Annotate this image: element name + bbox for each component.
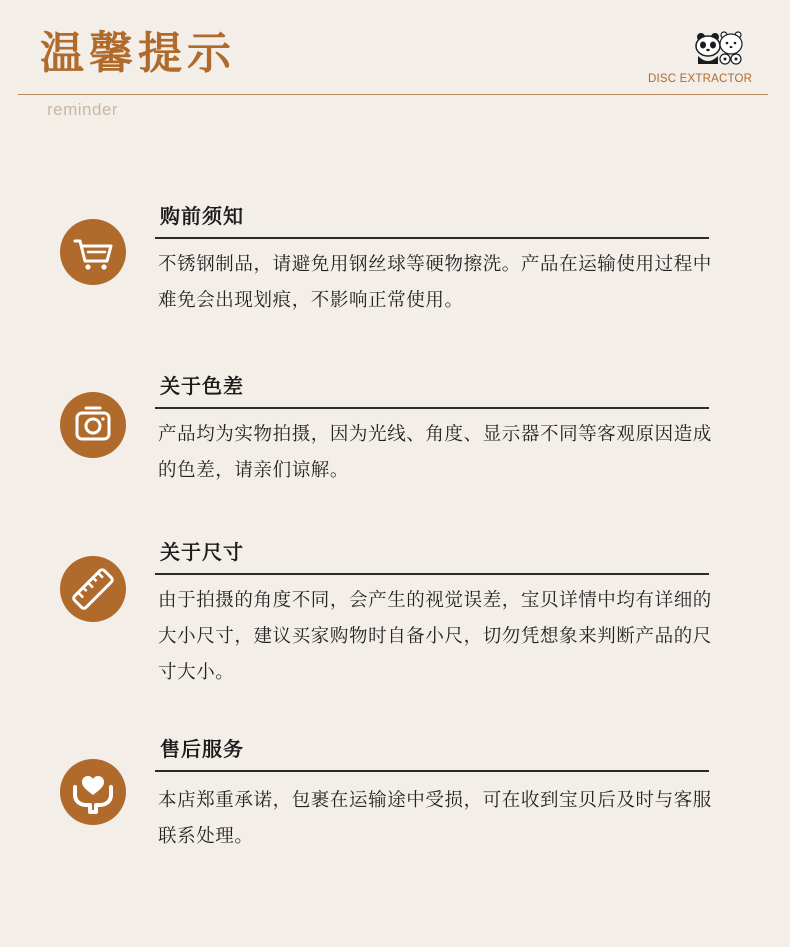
header-divider <box>18 94 768 95</box>
section-divider <box>155 237 709 239</box>
section-title: 售后服务 <box>160 737 244 761</box>
shopping-cart-icon <box>60 219 126 285</box>
section-divider <box>155 573 709 575</box>
brand-name: DISC EXTRACTOR <box>648 73 753 85</box>
heart-hand-icon <box>60 759 126 825</box>
section-body: 由于拍摄的角度不同，会产生的视觉误差，宝贝详情中均有详细的大小尺寸，建议买家购物时自备小尺，切勿凭想象来判断产品的尺寸大小。 <box>158 590 712 683</box>
section-title: 关于色差 <box>160 374 244 398</box>
panda-logo-icon <box>692 30 744 66</box>
ruler-icon <box>60 556 126 622</box>
section-divider <box>155 407 709 409</box>
page-subtitle: reminder <box>47 100 119 119</box>
section-title: 关于尺寸 <box>160 540 244 564</box>
page-title: 温馨提示 <box>40 28 236 79</box>
section-body: 本店郑重承诺，包裹在运输途中受损，可在收到宝贝后及时与客服联系处理。 <box>158 790 712 847</box>
section-body: 不锈钢制品，请避免用钢丝球等硬物擦洗。产品在运输使用过程中难免会出现划痕，不影响正常使用。 <box>158 254 712 311</box>
section-title: 购前须知 <box>160 204 244 228</box>
camera-icon <box>60 392 126 458</box>
section-body: 产品均为实物拍摄，因为光线、角度、显示器不同等客观原因造成的色差，请亲们谅解。 <box>158 424 712 481</box>
section-divider <box>155 770 709 772</box>
